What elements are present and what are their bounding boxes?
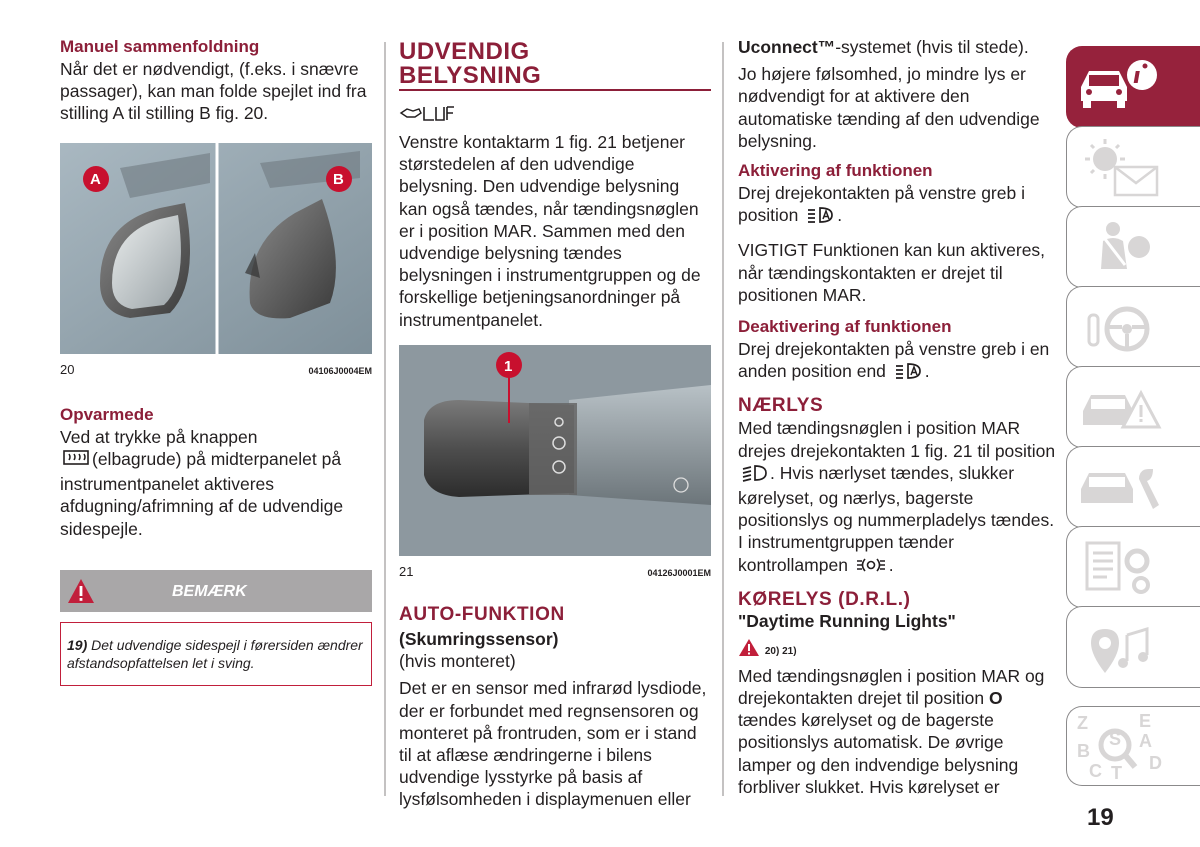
hand-book-icon [399, 103, 711, 125]
activation-end: . [837, 205, 843, 226]
tab-maintenance[interactable] [1066, 446, 1200, 528]
column-2 [399, 36, 711, 811]
dipped-text-3: . [888, 554, 894, 575]
column-3 [738, 36, 1058, 798]
figure-number: 21 [399, 563, 414, 579]
paragraph-heated [60, 426, 372, 540]
figure-code: 04126J0001EM [647, 567, 711, 578]
section-title [399, 40, 711, 91]
warning-refs-text: 20) 21) [764, 645, 797, 657]
note-title: BEMÆRK [172, 582, 247, 600]
specs-gears-icon [1067, 527, 1200, 608]
tab-starting-driving[interactable] [1066, 286, 1200, 368]
figure-21-lever [399, 345, 711, 556]
paragraph-heated-part1: Ved at trykke på knappen [60, 426, 258, 447]
multimedia-icon [1067, 607, 1200, 688]
figure-callout-1: 1 [504, 357, 513, 375]
seatbelt-airbag-icon [1067, 207, 1200, 288]
paragraph-folding: Når det er nødvendigt, (f.eks. i snævre passager), kan man folde spejlet ind fra stilling A til stilling B fig. 20. [60, 59, 367, 124]
uconnect-brand: Uconnect™ [738, 37, 836, 57]
index-letter: T [1111, 763, 1122, 783]
car-wrench-icon [1067, 447, 1200, 528]
figure-label-a: A [90, 170, 101, 188]
page-number: 19 [1087, 804, 1114, 831]
note-body [60, 622, 372, 686]
drl-text-1: Med tændingsnøglen i position MAR og drejekontakten drejet til position [738, 665, 1045, 709]
paragraph-if-fitted: (hvis monteret) [399, 651, 516, 672]
index-letter: S [1109, 729, 1122, 749]
tab-car-info[interactable] [1066, 46, 1200, 128]
column-1 [60, 36, 372, 686]
index-letter: D [1149, 753, 1162, 773]
auto-light-icon [894, 362, 922, 385]
paragraph-sensitivity: Jo højere følsomhed, jo mindre lys er nødvendigt for at aktivere den automatiske tænding af den udvendige belysning. [738, 64, 1040, 151]
subheading-drl: "Daytime Running Lights" [738, 610, 956, 631]
dipped-text-1: Med tændingsnøglen i position MAR drejes drejekontakten 1 fig. 21 til position [738, 418, 1056, 461]
tab-multimedia[interactable] [1066, 606, 1200, 688]
figure-20-caption [60, 359, 372, 382]
drl-text-2: tændes kørelyset og de bagerste positionslys automatisk. De øvrige lamper og den indvendige belysning forbliver slukket. Hvis kørelyset er [738, 710, 1019, 797]
paragraph-activation [738, 182, 1058, 229]
warning-refs [738, 637, 1058, 659]
tab-index[interactable] [1066, 706, 1200, 786]
deactivation-end: . [924, 361, 930, 382]
index-letter: B [1077, 741, 1090, 761]
dipped-beam-icon [741, 464, 767, 487]
rear-defrost-icon [63, 450, 89, 473]
column-divider [722, 42, 724, 796]
activation-text: Drej drejekontakten på venstre greb i position [738, 183, 1025, 226]
tab-technical-data[interactable] [1066, 526, 1200, 608]
heading-manual-folding: Manuel sammenfoldning [60, 37, 260, 56]
heading-heated: Opvarmede [60, 404, 154, 424]
uconnect-text: -systemet (hvis til stede). [835, 37, 1029, 57]
warning-triangle-icon [738, 638, 760, 657]
note-number: 19) [67, 636, 88, 653]
heading-deactivation: Deaktivering af funktionen [738, 317, 952, 337]
dipped-text-2: . Hvis nærlyset tændes, slukker kørelyset, og nærlys, bagerste positionslys og nummerpladelys tændes. I instrumentgruppen tænder kontrollampen [738, 462, 1055, 575]
heading-activation: Aktivering af funktionen [738, 161, 933, 181]
paragraph-uconnect [738, 36, 1058, 58]
tab-emergency[interactable] [1066, 366, 1200, 448]
paragraph-dipped-beam [738, 417, 1058, 578]
light-lever-photo [399, 345, 711, 556]
mirror-photo [60, 143, 372, 354]
index-letter: E [1139, 711, 1152, 731]
paragraph-deactivation [738, 338, 1058, 385]
paragraph-heated-part2: (elbagrude) på midterpanelet på instrumentpanelet aktiveres afdugning/afrimning af de udvendige sidespejle. [60, 449, 344, 539]
heading-dipped-beam: NÆRLYS [738, 395, 824, 417]
column-divider [384, 42, 386, 796]
section-title-line1: UDVENDIG [399, 38, 530, 65]
figure-number: 20 [60, 361, 75, 377]
heading-auto-function: AUTO-FUNKTION [399, 604, 565, 626]
note-header [60, 570, 372, 612]
note-text: Det udvendige sidespejl i førersiden ændrer afstandsopfattelsen let i sving. [67, 636, 363, 672]
heading-drl: KØRELYS (D.R.L.) [738, 588, 911, 610]
figure-21-caption [399, 561, 711, 584]
drl-position: O [989, 688, 1003, 709]
figure-code: 04106J0004EM [308, 365, 372, 376]
tab-safety[interactable] [1066, 206, 1200, 288]
steering-wheel-key-icon [1067, 287, 1200, 368]
paragraph-drl [738, 665, 1058, 798]
car-warning-icon [1067, 367, 1200, 448]
car-info-icon [1067, 47, 1200, 128]
auto-light-icon [806, 206, 834, 229]
deactivation-text: Drej drejekontakten på venstre greb i en anden position end [738, 339, 1050, 382]
warning-triangle-icon [66, 577, 96, 605]
index-letter: C [1089, 761, 1102, 781]
section-title-line2: BELYSNING [399, 62, 542, 89]
index-letter: Z [1077, 713, 1088, 733]
figure-20-mirror [60, 143, 372, 354]
index-letter: A [1139, 731, 1152, 751]
subheading-dusk-sensor: (Skumringssensor) [399, 629, 559, 650]
tab-lights-messages[interactable] [1066, 126, 1200, 208]
paragraph-sensor: Det er en sensor med infrarød lysdiode, der er forbundet med regnsensoren og monteret på frontruden, som er i stand til at aflæse ændringerne i bilens udvendige lysstyrke på basis af lysfølsomheden i displaymenuen eller [399, 678, 707, 810]
paragraph-important: VIGTIGT Funktionen kan kun aktiveres, når tændingskontakten er drejet til positionen MAR. [738, 240, 1046, 305]
paragraph-intro: Venstre kontaktarm 1 fig. 21 betjener størstedelen af den udvendige belysning. Den udvendige belysning kan også tændes, når tændingsnøglen er i position MAR. Sammen med den udvendige belysning tændes belysningen i instrumentgruppen og de forskellige betjeningsanordninger på instrumentpanelet. [399, 132, 701, 330]
figure-label-b: B [333, 170, 344, 188]
position-light-icon [856, 556, 886, 579]
sun-envelope-icon [1067, 127, 1200, 208]
